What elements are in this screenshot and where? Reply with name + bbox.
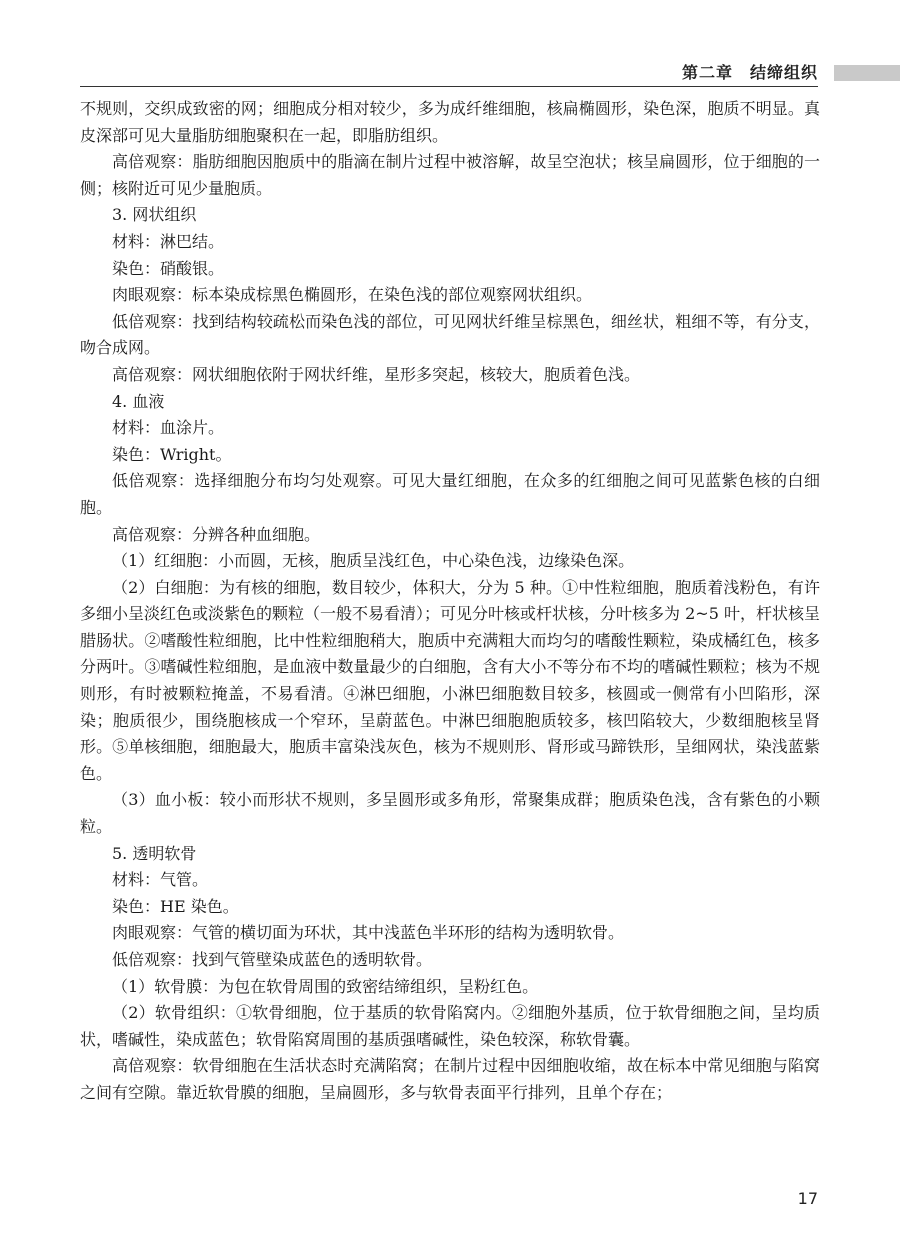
section-heading: 3. 网状组织 — [112, 205, 197, 225]
paragraph: 高倍观察：网状细胞依附于网状纤维，星形多突起，核较大，胞质着色浅。 — [112, 364, 641, 384]
paragraph: 肉眼观察：气管的横切面为环状，其中浅蓝色半环形的结构为透明软骨。 — [112, 923, 625, 943]
paragraph: 高倍观察：分辨各种血细胞。 — [112, 524, 321, 544]
paragraph: 不规则，交织成致密的网；细胞成分相对较少，多为成纤维细胞，核扁椭圆形，染色深，胞质不明显。真皮深部可见大量脂肪细胞聚积在一起，即脂肪组织。 — [80, 99, 820, 145]
paragraph: 肉眼观察：标本染成棕黑色椭圆形，在染色浅的部位观察网状组织。 — [112, 285, 593, 305]
paragraph: 材料：气管。 — [112, 870, 209, 890]
paragraph: 高倍观察：脂肪细胞因胞质中的脂滴在制片过程中被溶解，故呈空泡状；核呈扁圆形，位于细胞的一侧；核附近可见少量胞质。 — [80, 152, 820, 198]
page-number: 17 — [797, 1189, 818, 1208]
list-item: （2）软骨组织：①软骨细胞，位于基质的软骨陷窝内。②细胞外基质，位于软骨细胞之间，呈均质状，嗜碱性，染成蓝色；软骨陷窝周围的基质强嗜碱性，染色较深，称软骨囊。 — [80, 1003, 820, 1049]
paragraph: 低倍观察：找到气管壁染成蓝色的透明软骨。 — [112, 950, 433, 969]
list-item: （1）红细胞：小而圆，无核，胞质呈浅红色，中心染色浅，边缘染色深。 — [112, 551, 635, 571]
paragraph: 低倍观察：找到结构较疏松而染色浅的部位，可见网状纤维呈棕黑色，细丝状，粗细不等，有分支，吻合成网。 — [80, 311, 820, 358]
paragraph: 低倍观察：选择细胞分布均匀处观察。可见大量红细胞，在众多的红细胞之间可见蓝紫色核的白细胞。 — [80, 471, 820, 517]
list-item: （1）软骨膜：为包在软骨周围的致密结缔组织，呈粉红色。 — [112, 976, 539, 996]
paragraph: 染色：HE 染色。 — [112, 896, 239, 916]
section-heading: 5. 透明软骨 — [112, 843, 197, 863]
paragraph: 材料：淋巴结。 — [112, 231, 225, 251]
paragraph: 高倍观察：软骨细胞在生活状态时充满陷窝；在制片过程中因细胞收缩，故在标本中常见细胞与陷窝之间有空隙。靠近软骨膜的细胞，呈扁圆形，多与软骨表面平行排列，且单个存在； — [80, 1056, 820, 1102]
body-text — [80, 96, 820, 1107]
list-item: （2）白细胞：为有核的细胞，数目较少，体积大，分为 5 种。①中性粒细胞，胞质着浅粉色，有许多细小呈淡红色或淡紫色的颗粒（一般不易看清）；可见分叶核或杆状核，分叶核多为 2~5 叶，杆状核呈腊肠状。②嗜酸性粒细胞，比中性粒细胞稍大，胞质中充满粗大而均匀的嗜酸性颗粒，染成橘红色，核多分两叶。③嗜碱性粒细胞，是血液中数量最少的白细胞，含有大小不等分布不均的嗜碱性颗粒；核为不规则形，有时被颗粒掩盖，不易看清。④淋巴细胞，小淋巴细胞数目较多，核圆或一侧常有小凹陷形，深染；胞质很少，围绕胞核成一个窄环，呈蔚蓝色。中淋巴细胞胞质较多，核凹陷较大，少数细胞核呈肾形。⑤单核细胞，细胞最大，胞质丰富染浅灰色，核为不规则形、肾形或马蹄铁形，呈细网状，染浅蓝紫色。 — [80, 577, 820, 783]
running-header — [0, 62, 900, 86]
header-rule — [80, 86, 818, 87]
paragraph: 染色：硝酸银。 — [112, 258, 225, 278]
paragraph: 染色：Wright。 — [112, 444, 232, 464]
header-tab-bar — [834, 65, 900, 81]
paragraph: 材料：血涂片。 — [112, 418, 225, 438]
list-item: （3）血小板：较小而形状不规则，多呈圆形或多角形，常聚集成群；胞质染色浅，含有紫色的小颗粒。 — [80, 790, 820, 837]
section-heading: 4. 血液 — [112, 391, 165, 411]
chapter-title: 第二章 结缔组织 — [681, 63, 818, 82]
